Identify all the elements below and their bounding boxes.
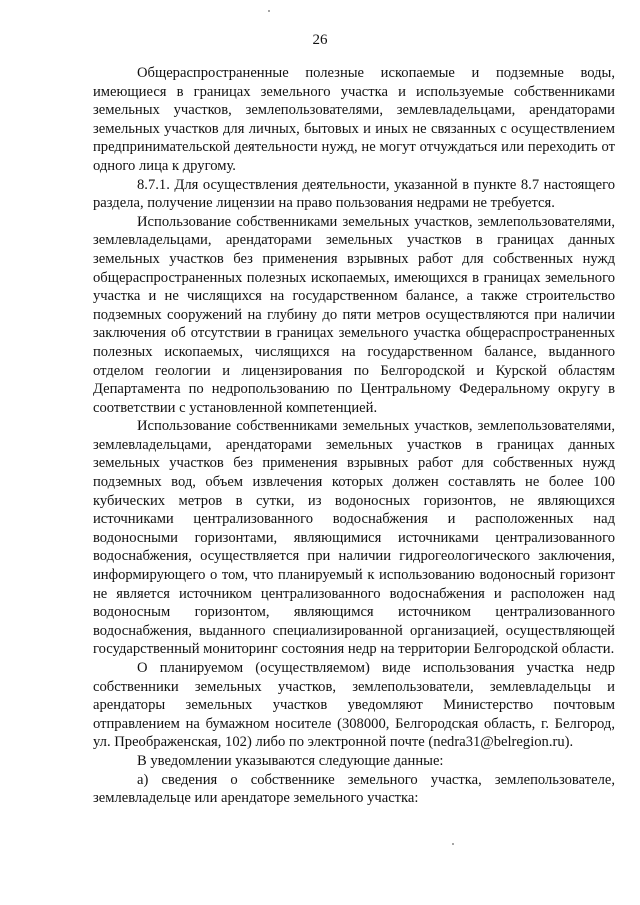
scan-speck (268, 10, 270, 12)
document-body (93, 64, 615, 808)
scan-speck (452, 843, 454, 845)
paragraph-groundwater-usage: Использование собственниками земельных участков, землепользователями, землевладельцами, арендаторами земельных участков в границах данных земельных участков без применения взрывных работ для собственных нужд подземных вод, объем извлечения которых должен составлять не более 100 кубических метров в сутки, из водоносных горизонтов, не являющихся источниками централизованного водоснабжения и расположенных над водоносными горизонтами, являющимися источниками централизованного водоснабжения, осуществляется при наличии гидрогеологического заключения, информирующего о том, что планируемый к использованию водоносный горизонт не является источником централизованного водоснабжения и расположен над водоносным горизонтом, являющимся источником централизованного водоснабжения, выданного специализированной организацией, осуществляющей государственный мониторинг состояния недр на территории Белгородской области. (93, 418, 615, 658)
paragraph-notification: О планируемом (осуществляемом) виде использования участка недр собственники земельных участков, землепользователи, землевладельцы и арендаторы земельных участков уведомляют Министерство почтовым отправлением на бумажном носителе (308000, Белгородская область, г. Белгород, ул. Преображенская, 102) либо по электронной почте (nedra31@belregion.ru). (93, 660, 615, 751)
paragraph-common-minerals: Общераспространенные полезные ископаемые и подземные воды, имеющиеся в границах земельного участка и используемые собственниками земельных участков, землепользователями, землевладельцами, арендаторами земельных участков для личных, бытовых и иных не связанных с осуществлением предпринимательской деятельности нужд, не могут отчуждаться или переходить от одного лица к другому. (93, 65, 615, 174)
page-number: 26 (312, 32, 328, 48)
paragraph-item-a: а) сведения о собственнике земельного участка, землепользователе, землевладельце или арендаторе земельного участка: (93, 771, 615, 807)
paragraph-notification-data: В уведомлении указываются следующие данные: (137, 752, 444, 769)
paragraph-minerals-usage: Использование собственниками земельных участков, землепользователями, землевладельцами, арендаторами земельных участков в границах данных земельных участков без применения взрывных работ для собственных нужд общераспространенных полезных ископаемых, имеющихся в границах земельного участка и не числящихся на государственном балансе, а также строительство подземных сооружений на глубину до пяти метров осуществляются при наличии заключения об отсутствии в границах земельного участка общераспространенных полезных ископаемых, числящихся на государственном балансе, выданного отделом геологии и лицензирования по Белгородской и Курской областям Департамента по недропользованию по Центральному Федеральному округу в соответствии с установленной компетенцией. (93, 213, 615, 416)
paragraph-8-7-1: 8.7.1. Для осуществления деятельности, указанной в пункте 8.7 настоящего раздела, получение лицензии на право пользования недрами не требуется. (93, 176, 615, 212)
